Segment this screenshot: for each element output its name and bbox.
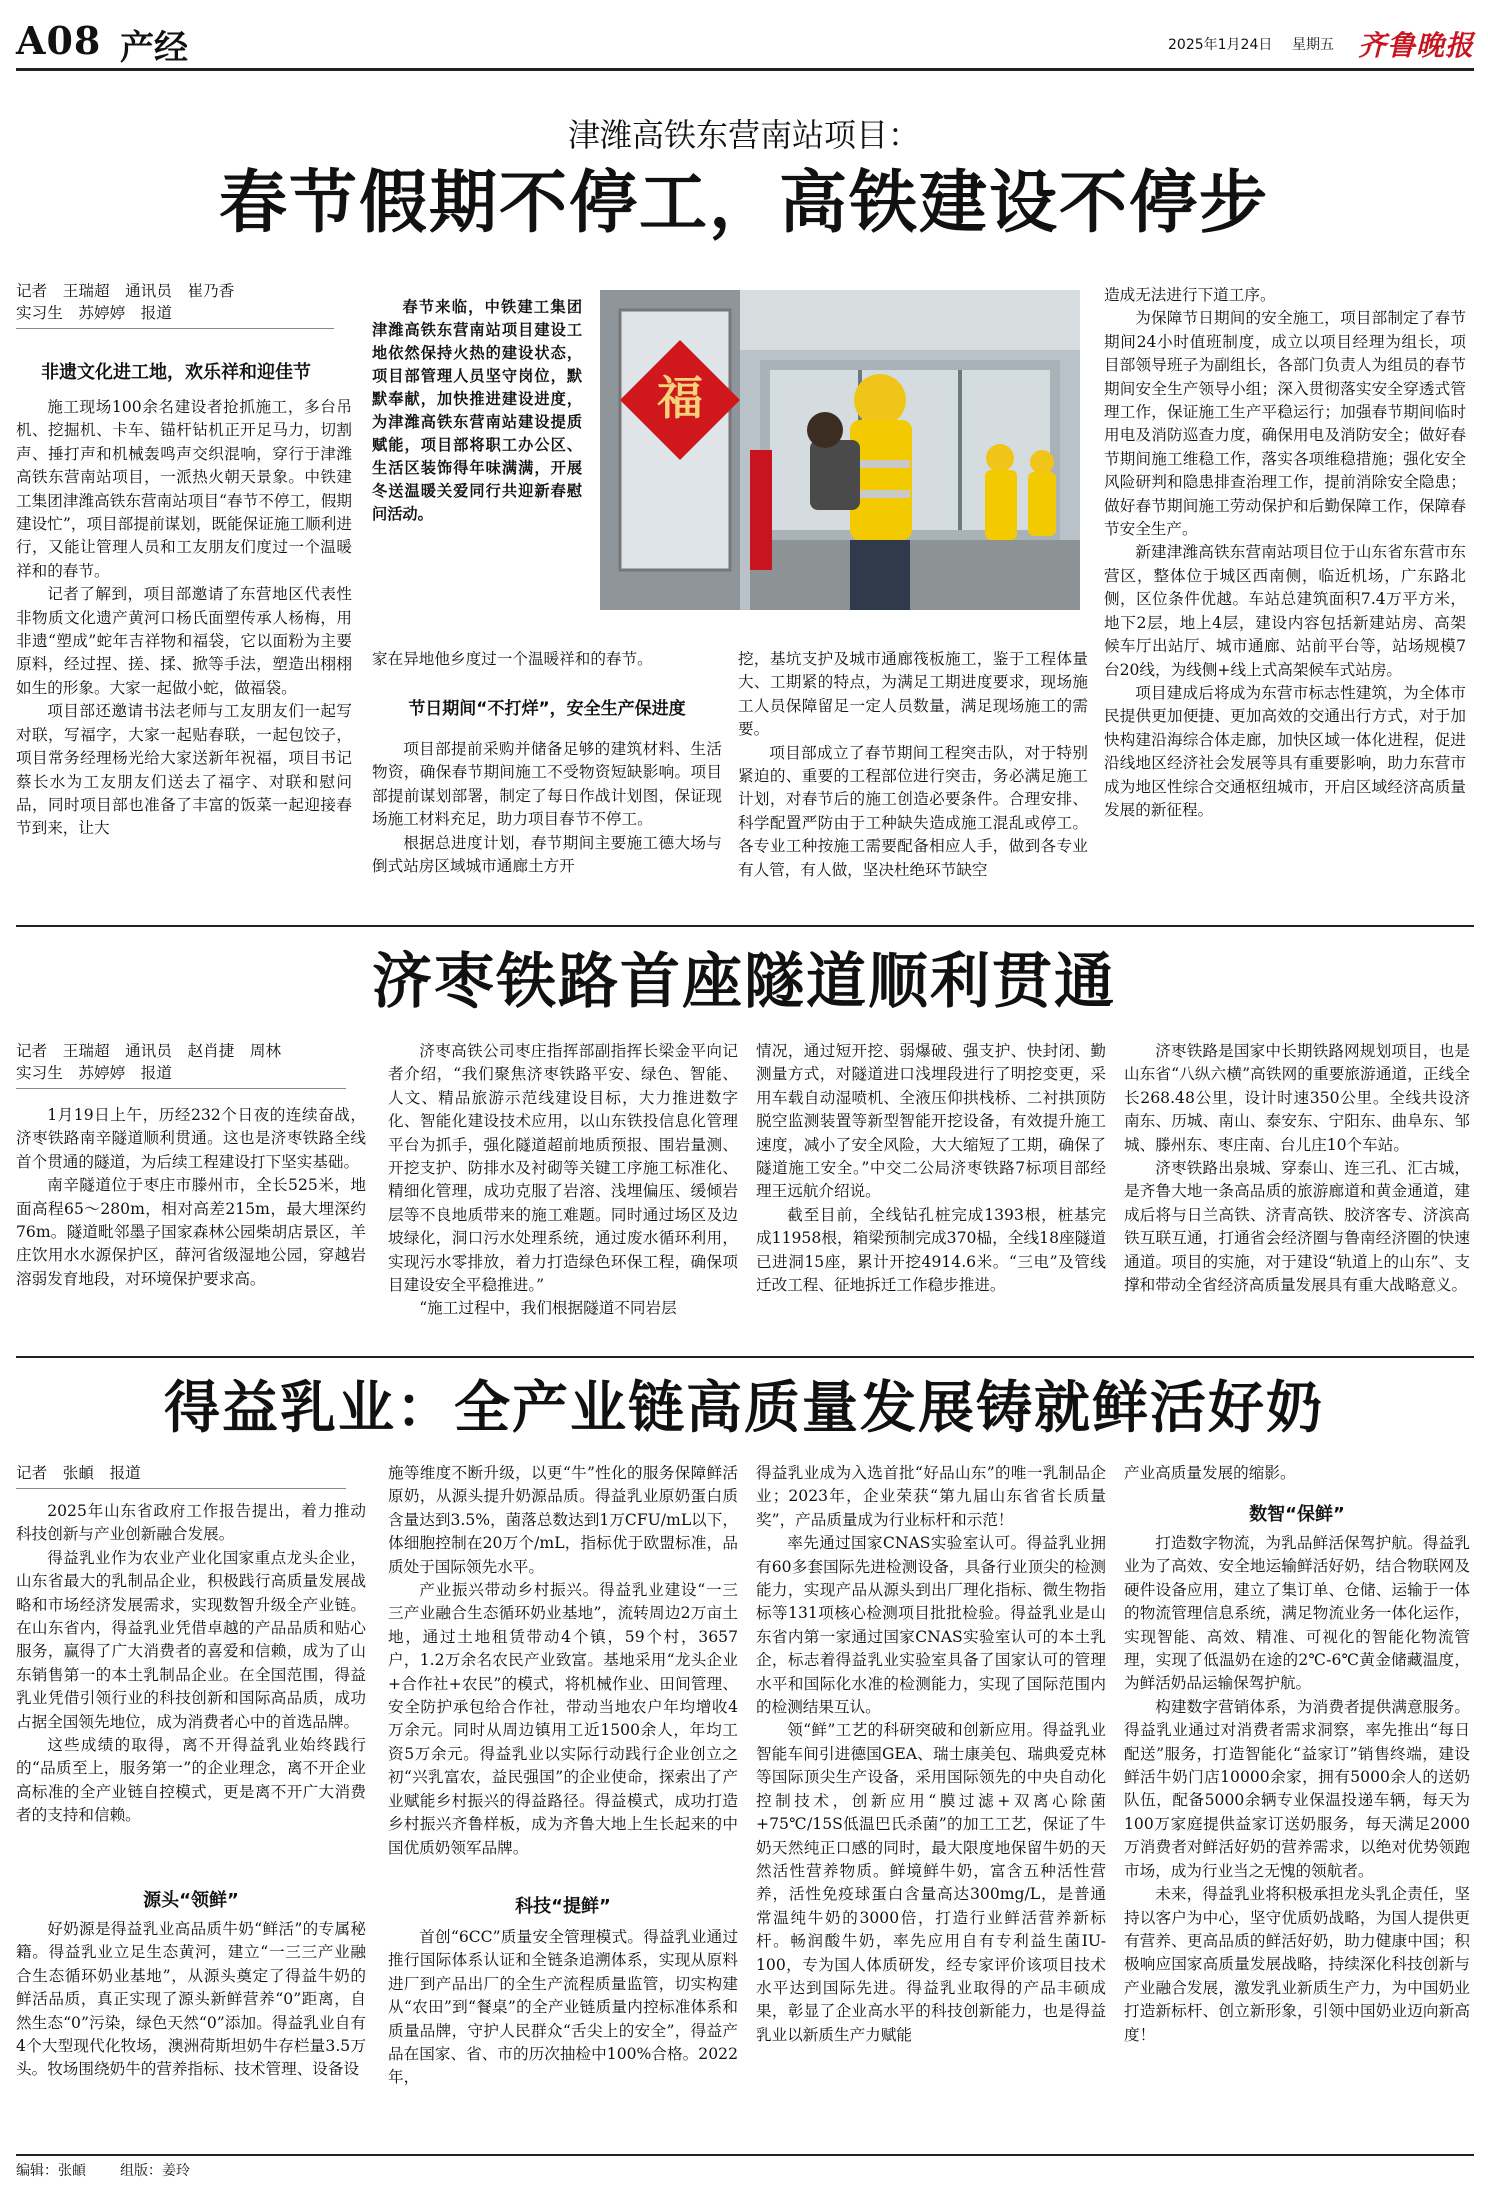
story1-column-2: 项目部提前采购并储备足够的建筑材料、生活物资，确保春节期间施工不受物资短缺影响。项目部提前谋划部署，制定了每日作战计划图，保证现场施工材料充足，助力项目春节不停工。 根据总进度计划，春节期间主要施工德大场与倒式站房区域城市通廊土方开 — [372, 738, 722, 910]
story1-lead: 春节来临，中铁建工集团津潍高铁东营南站项目建设工地依然保持火热的建设状态，项目部管理人员坚守岗位，默默奉献，加快推进建设进度，为津潍高铁东营南站建设提质赋能，项目部将职工办公区、生活区装饰得年味满满，开展冬送温暖关爱同行共迎新春慰问活动。 — [372, 298, 582, 523]
page-number: A08 — [16, 18, 102, 63]
paragraph: 济枣铁路出泉城、穿泰山、连三孔、汇古城，是齐鲁大地一条高品质的旅游廊道和黄金通道，建成后将与日兰高铁、济青高铁、胶济客专、济滨高铁互联互通，打通省会经济圈与鲁南经济圈的快速通道。项目的实施，对于建设“轨道上的山东”、支撑和带动全省经济高质量发展具有重大战略意义。 — [1124, 1159, 1470, 1295]
paragraph: 项目部成立了春节期间工程突击队，对于特别紧迫的、重要的工程部位进行突击，务必满足施工计划，对春节后的施工创造必要条件。合理安排、科学配置严防由于工种缺失造成施工混乱或停工。各专业工种按施工需要配备相应人手，做到各专业有人管，有人做，坚决杜绝环节缺空 — [738, 743, 1088, 879]
story3-byline: 记者 张頔 报道 — [16, 1464, 141, 1482]
footer-layout: 组版：姜玲 — [120, 2163, 190, 2179]
story1-title: 春节假期不停工，高铁建设不停步 — [218, 163, 1269, 243]
paragraph: 截至目前，全线钻孔桩完成1393根，桩基完成11958根，箱梁预制完成370榀，全线18座隧道已进洞15座，累计开挖4914.6米。“三电”及管线迁改工程、征地拆迁工作稳步推进。 — [756, 1205, 1106, 1295]
issue-weekday: 星期五 — [1292, 37, 1334, 53]
paragraph: 构建数字营销体系，为消费者提供满意服务。得益乳业通过对消费者需求洞察，率先推出“每日配送”服务，打造智能化“益家订”销售终端，建设鲜活牛奶门店10000余家，拥有5000余人的送奶队伍，配备5000余辆专业保温投递车辆，每天为100万家庭提供益家订送奶服务，每天满足2000万消费者对鲜活好奶的营养需求，以绝对优势领跑市场，成为行业当之无愧的领航者。 — [1124, 1697, 1470, 1880]
story3-subhead-3: 数智“保鲜” — [1249, 1504, 1345, 1525]
paragraph: 未来，得益乳业将积极承担龙头乳企责任，坚持以客户为中心，坚守优质奶战略，为国人提供更有营养、更高品质的鲜活好奶，助力健康中国；积极响应国家高质量发展战略，持续深化科技创新与产业融合发展，激发乳业新质生产力，为中国奶业打造新标杆、创立新形象，引领中国奶业迈向新高度！ — [1124, 1885, 1470, 2044]
footer-rule — [16, 2154, 1474, 2156]
byline-rule — [16, 328, 334, 329]
paragraph: 项目部还邀请书法老师与工友朋友们一起写对联，写福字，大家一起贴春联，一起包饺子，项目常务经理杨光给大家送新年祝福，项目书记蔡长水为工友朋友们送去了福字、对联和慰问品，同时项目部也准备了丰富的饭菜一起迎接春节到来，让大 — [16, 702, 352, 838]
story3-column-1b: 好奶源是得益乳业高品质牛奶“鲜活”的专属秘籍。得益乳业立足生态黄河，建立“一三三产业融合生态循环奶业基地”，从源头奠定了得益牛奶的鲜活品质，真正实现了源头新鲜营养“0”距离，自然生态“0”污染，绿色天然“0”添加。得益乳业自有4个大型现代化牧场，澳洲荷斯坦奶牛存栏量3.5万头。牧场围绕奶牛的营养指标、技术管理、设备设 — [16, 1920, 366, 2079]
story3-column-2: 施等维度不断升级，以更“牛”性化的服务保障鲜活原奶，从源头提升奶源品质。得益乳业原奶蛋白质含量达到3.5%，菌落总数达到1万CFU/mL以下，体细胞控制在20万个/mL，指标优于欧盟标准，品质处于国际领先水平。 产业振兴带动乡村振兴。得益乳业建设“一三三产业融合生态循环奶业基地”，流转周边2万亩土地，通过土地租赁带动4个镇，59个村，3657户，1.2万余名农民产业致富。基地采用“龙头企业+合作社+农民”的模式，将机械作业、田间管理、安全防护承包给合作社，带动当地农户年均增收4万余元。同时从周边镇用工近1500余人，年均工资5万余元。得益乳业以实际行动践行企业创立之初“兴乳富农，益民强国”的企业使命，探索出了产业赋能乡村振兴的得益路径。得益模式，成功打造乡村振兴齐鲁样板，成为齐鲁大地上生长起来的中国优质奶领军品牌。 — [388, 1462, 738, 1884]
story1-bottom-rule — [16, 925, 1474, 927]
story2-title: 济枣铁路首座隧道顺利贯通 — [372, 947, 1116, 1017]
story1-byline: 记者 王瑞超 通讯员 崔乃香 实习生 苏婷婷 报道 — [16, 282, 235, 322]
paragraph: 领“鲜”工艺的科研突破和创新应用。得益乳业智能车间引进德国GEA、瑞士康美包、瑞典爱克林等国际顶尖生产设备，采用国际领先的中央自动化控制技术，创新应用“膜过滤+双离心除菌+75℃/15S低温巴氏杀菌”的加工工艺，保证了牛奶天然纯正口感的同时，最大限度地保留牛奶的天然活性营养物质。鲜境鲜牛奶，富含五种活性营养，活性免疫球蛋白含量高达300mg/L，是普通常温纯牛奶的3000倍，打造行业鲜活营养新标杆。畅润酸牛奶，率先应用自有专利益生菌IU-100，专为国人体质研发，经专家评价该项目技术水平达到国际先进。得益乳业取得的产品丰硕成果，彰显了企业高水平的科技创新能力，也是得益乳业以新质生产力赋能 — [756, 1721, 1106, 2044]
masthead-logo: 齐鲁晚报 — [1358, 29, 1475, 62]
story3-title: 得益乳业：全产业链高质量发展铸就鲜活好奶 — [164, 1375, 1324, 1441]
story2-bottom-rule — [16, 1356, 1474, 1358]
story3-subhead-2: 科技“提鲜” — [515, 1896, 611, 1917]
story3-subhead-1: 源头“领鲜” — [143, 1890, 239, 1911]
paragraph: 根据总进度计划，春节期间主要施工德大场与倒式站房区域城市通廊土方开 — [372, 833, 722, 876]
story2-column-1: 1月19日上午，历经232个日夜的连续奋战，济枣铁路南辛隧道顺利贯通。这也是济枣铁路全线首个贯通的隧道，为后续工程建设打下坚实基础。 南辛隧道位于枣庄市滕州市，全长525米，地面高程65～280m，相对高差215m，最大埋深约76m。隧道毗邻墨子国家森林公园柴胡店景区，羊庄饮用水水源保护区，薛河省级湿地公园，穿越岩溶弱发育地段，对环境保护要求高。 — [16, 1104, 366, 1344]
story1-column-1: 施工现场100余名建设者抢抓施工，多台吊机、挖掘机、卡车、锚杆钻机正开足马力，切割声、捶打声和机械轰鸣声交织混响，穿行于津潍高铁东营南站项目，一派热火朝天景象。中铁建工集团津潍高铁东营南站项目“春节不停工，假期建设忙”，项目部提前谋划，既能保证施工顺利进行，又能让管理人员和工友朋友们度过一个温暖祥和的春节。 记者了解到，项目部邀请了东营地区代表性非物质文化遗产黄河口杨氏面塑传承人杨梅，用非遗“塑成”蛇年吉祥物和福袋，它以面粉为主要原料，经过捏、搓、揉、掀等手法，塑造出栩栩如生的形象。大家一起做小蛇，做福袋。 项目部还邀请书法老师与工友朋友们一起写对联，写福字，大家一起贴春联，一起包饺子，项目常务经理杨光给大家送新年祝福，项目书记蔡长水为工友朋友们送去了福字、对联和慰问品，同时项目部也准备了丰富的饭菜一起迎接春节到来，让大 — [16, 396, 352, 908]
construction-photo — [600, 290, 1080, 610]
story3-column-2b: 首创“6CC”质量安全管理模式。得益乳业通过推行国际体系认证和全链条追溯体系，实现从原料进厂到产品出厂的全生产流程质量监管，切实构建从“农田”到“餐桌”的全产业链质量内控标准体系和质量品牌，守护人民群众“舌尖上的安全”，得益产品在国家、省、市的历次抽检中100%合格。2022年， — [388, 1928, 738, 2087]
paragraph: 记者了解到，项目部邀请了东营地区代表性非物质文化遗产黄河口杨氏面塑传承人杨梅，用非遗“塑成”蛇年吉祥物和福袋，它以面粉为主要原料，经过捏、搓、揉、掀等手法，塑造出栩栩如生的形象。大家一起做小蛇，做福袋。 — [16, 585, 352, 697]
story1-subhead-2: 节日期间“不打烊”，安全生产保进度 — [408, 699, 686, 719]
story3-column-4-top: 产业高质量发展的缩影。 — [1124, 1464, 1296, 1482]
paragraph: 南辛隧道位于枣庄市滕州市，全长525米，地面高程65～280m，相对高差215m，最大埋深约76m。隧道毗邻墨子国家森林公园柴胡店景区，羊庄饮用水水源保护区，薛河省级湿地公园，穿越岩溶弱发育地段，对环境保护要求高。 — [16, 1176, 366, 1288]
paragraph: 得益乳业作为农业产业化国家重点龙头企业，山东省最大的乳制品企业，积极践行高质量发展战略和市场经济发展需求，实现数智升级全产业链。在山东省内，得益乳业凭借卓越的产品品质和贴心服务，赢得了广大消费者的喜爱和信赖，成为了山东销售第一的本土乳制品企业。在全国范围，得益乳业凭借引领行业的科技创新和国际高品质，成功占据全国领先地位，成为消费者心中的首选品牌。 — [16, 1548, 366, 1731]
paragraph: 为保障节日期间的安全施工，项目部制定了春节期间24小时值班制度，成立以项目经理为组长，项目部领导班子为副组长，各部门负责人为组员的春节期间安全生产领导小组；深入贯彻落实安全穿透式管理工作，保证施工生产平稳运行；加强春节期间临时用电及消防巡查力度，确保用电及消防安全；做好春节期间施工维稳工作，落实各项维稳措施；强化安全风险研判和隐患排查治理工作，提前消除安全隐患；做好春节期间施工劳动保护和后勤保障工作，保障春节安全生产。 — [1104, 309, 1466, 539]
paragraph: 项目建成后将成为东营市标志性建筑，为全体市民提供更加便捷、更加高效的交通出行方式，对于加快构建沿海综合体走廊，加快区域一体化进程，促进沿线地区经济社会发展等具有重要影响，助力东营市成为地区性综合交通枢纽城市，开启区域经济高质量发展的新征程。 — [1104, 683, 1466, 819]
paragraph: 新建津潍高铁东营南站项目位于山东省东营市东营区，整体位于城区西南侧，临近机场，广东路北侧，区位条件优越。车站总建筑面积7.4万平方米，地下2层，地上4层，建设内容包括新建站房、高架候车厅出站厅、城市通廊、站前平台等，站场规模7台20线，为线侧+线上式高架候车式站房。 — [1104, 543, 1466, 679]
story3-column-4: 打造数字物流，为乳品鲜活保驾护航。得益乳业为了高效、安全地运输鲜活好奶，结合物联网及硬件设备应用，建立了集订单、仓储、运输于一体的物流管理信息系统，满足物流业务一体化运作，实现智能、高效、精准、可视化的智能化物流管理，实现了低温奶在途的2℃-6℃黄金储藏温度，为鲜活奶品运输保驾护航。 构建数字营销体系，为消费者提供满意服务。得益乳业通过对消费者需求洞察，率先推出“每日配送”服务，打造智能化“益家订”销售终端，建设鲜活牛奶门店10000余家，拥有5000余人的送奶队伍，配备5000余辆专业保温投递车辆，每天为100万家庭提供益家订送奶服务，每天满足2000万消费者对鲜活好奶的营养需求，以绝对优势领跑市场，成为行业当之无愧的领航者。 未来，得益乳业将积极承担龙头乳企责任，坚持以客户为中心，坚守优质奶战略，为国人提供更有营养、更高品质的鲜活好奶，助力健康中国；积极响应国家高质量发展战略，持续深化科技创新与产业融合发展，激发乳业新质生产力，为中国奶业打造新标杆、创立新形象，引领中国奶业迈向新高度！ — [1124, 1532, 1470, 2146]
story1-kicker: 津潍高铁东营南站项目： — [567, 116, 920, 154]
section-name: 产经 — [120, 28, 188, 68]
paragraph: “施工过程中，我们根据隧道不同岩层 — [419, 1299, 677, 1318]
paragraph: 这些成绩的取得，离不开得益乳业始终践行的“品质至上，服务第一”的企业理念，离不开企业高标准的全产业链自控模式，更是离不开广大消费者的支持和信赖。 — [16, 1736, 366, 1825]
story3-column-1: 2025年山东省政府工作报告提出，着力推动科技创新与产业创新融合发展。 得益乳业作为农业产业化国家重点龙头企业，山东省最大的乳制品企业，积极践行高质量发展战略和市场经济发展需求，实现数智升级全产业链。在山东省内，得益乳业凭借卓越的产品品质和贴心服务，赢得了广大消费者的喜爱和信赖，成为了山东销售第一的本土乳制品企业。在全国范围，得益乳业凭借引领行业的科技创新和国际高品质，成功占据全国领先地位，成为消费者心中的首选品牌。 这些成绩的取得，离不开得益乳业始终践行的“品质至上，服务第一”的企业理念，离不开企业高标准的全产业链自控模式，更是离不开广大消费者的支持和信赖。 — [16, 1500, 366, 1874]
header-rule — [16, 68, 1474, 71]
svg-text:福: 福 — [657, 371, 703, 425]
story1-subhead-1: 非遗文化进工地，欢乐祥和迎佳节 — [41, 362, 311, 383]
story2-byline: 记者 王瑞超 通讯员 赵肖捷 周林 实习生 苏婷婷 报道 — [16, 1042, 282, 1082]
byline-rule — [16, 1488, 346, 1489]
story2-column-4: 济枣铁路是国家中长期铁路网规划项目，也是山东省“八纵六横”高铁网的重要旅游通道，正线全长268.48公里，设计时速350公里。全线共设济南东、历城、南山、泰安东、宁阳东、曲阜东、邹城、滕州东、枣庄南、台儿庄10个车站。 济枣铁路出泉城、穿泰山、连三孔、汇古城，是齐鲁大地一条高品质的旅游廊道和黄金通道，建成后将与日兰高铁、济青高铁、胶济客专、济滨高铁互联互通，打通省会经济圈与鲁南经济圈的快速通道。项目的实施，对于建设“轨道上的山东”、支撑和带动全省经济高质量发展具有重大战略意义。 — [1124, 1040, 1470, 1344]
story1-column-4: 造成无法进行下道工序。 为保障节日期间的安全施工，项目部制定了春节期间24小时值班制度，成立以项目经理为组长，项目部领导班子为副组长，各部门负责人为组员的春节期间安全生产领导小组；深入贯彻落实安全穿透式管理工作，保证施工生产平稳运行；加强春节期间临时用电及消防巡查力度，确保用电及消防安全；做好春节期间施工维稳工作，落实各项维稳措施；强化安全风险研判和隐患排查治理工作，提前消除安全隐患；做好春节期间施工劳动保护和后勤保障工作，保障春节安全生产。 新建津潍高铁东营南站项目位于山东省东营市东营区，整体位于城区西南侧，临近机场，广东路北侧，区位条件优越。车站总建筑面积7.4万平方米，地下2层，地上4层，建设内容包括新建站房、高架候车厅出站厅、城市通廊、站前平台等，站场规模7台20线，为线侧+线上式高架候车式站房。 项目建成后将成为东营市标志性建筑，为全体市民提供更加便捷、更加高效的交通出行方式，对于加快构建沿海综合体走廊，加快区域一体化进程，促进沿线地区经济社会发展等具有重要影响，助力东营市成为地区性综合交通枢纽城市，开启区域经济高质量发展的新征程。 — [1104, 284, 1466, 910]
byline-rule — [16, 1088, 346, 1089]
story1-column-2-top: 家在异地他乡度过一个温暖祥和的春节。 — [372, 650, 653, 668]
story2-column-2: 济枣高铁公司枣庄指挥部副指挥长梁金平向记者介绍，“我们聚焦济枣铁路平安、绿色、智能、人文、精品旅游示范线建设目标，大力推进数字化、智能化建设技术应用，以山东铁投信息化管理平台为抓手，强化隧道超前地质预报、围岩量测、开挖支护、防排水及衬砌等关键工序施工标准化、精细化管理，成功克服了岩溶、浅埋偏压、缓倾岩层等不良地质带来的施工难题。同时通过场区及边坡绿化，洞口污水处理系统，通过废水循环利用，实现污水零排放，着力打造绿色环保工程，确保项目建设安全平稳推进。” “施工过程中，我们根据隧道不同岩层 — [388, 1040, 738, 1344]
issue-date: 2025年1月24日 — [1168, 37, 1273, 53]
footer-editor: 编辑：张頔 — [16, 2163, 86, 2179]
story3-column-3: 得益乳业成为入选首批“好品山东”的唯一乳制品企业；2023年，企业荣获“第九届山东省省长质量奖”，产品质量成为行业标杆和示范！ 率先通过国家CNAS实验室认可。得益乳业拥有60多套国际先进检测设备，具备行业顶尖的检测能力，实现产品从源头到出厂理化指标、微生物指标等131项核心检测项目批批检验。得益乳业是山东省内第一家通过国家CNAS实验室认可的本土乳企，标志着得益乳业实验室具备了国家认可的管理水平和国际化水准的检测能力，实现了国际范围内的检测结果互认。 领“鲜”工艺的科研突破和创新应用。得益乳业智能车间引进德国GEA、瑞士康美包、瑞典爱克林等国际顶尖生产设备，采用国际领先的中央自动化控制技术，创新应用“膜过滤+双离心除菌+75℃/15S低温巴氏杀菌”的加工工艺，保证了牛奶天然纯正口感的同时，最大限度地保留牛奶的天然活性营养物质。鲜境鲜牛奶，富含五种活性营养，活性免疫球蛋白含量高达300mg/L，是普通常温纯牛奶的3000倍，打造行业鲜活营养新标杆。畅润酸牛奶，率先应用自有专利益生菌IU-100，专为国人体质研发，经专家评价该项目技术水平达到国际先进。得益乳业取得的产品丰硕成果，彰显了企业高水平的科技创新能力，也是得益乳业以新质生产力赋能 — [756, 1462, 1106, 2146]
story1-column-3: 挖，基坑支护及城市通廊筏板施工，鉴于工程体量大、工期紧的特点，为满足工期进度要求，现场施工人员保障留足一定人员数量，满足现场施工的需要。 项目部成立了春节期间工程突击队，对于特别紧迫的、重要的工程部位进行突击，务必满足施工计划，对春节后的施工创造必要条件。合理安排、科学配置严防由于工种缺失造成施工混乱或停工。各专业工种按施工需要配备相应人手，做到各专业有人管，有人做，坚决杜绝环节缺空 — [738, 648, 1088, 910]
story2-column-3: 情况，通过短开挖、弱爆破、强支护、快封闭、勤测量方式，对隧道进口浅埋段进行了明挖变更，采用车载自动湿喷机、全液压仰拱栈桥、二衬拱顶防脱空监测装置等新型智能开挖设备，有效提升施工速度，减小了安全风险，大大缩短了工期，确保了隧道施工安全。”中交二公局济枣铁路7标项目部经理王远航介绍说。 截至目前，全线钻孔桩完成1393根，桩基完成11958根，箱梁预制完成370榀，全线18座隧道已进洞15座，累计开挖4914.6米。“三电”及管线迁改工程、征地拆迁工作稳步推进。 — [756, 1040, 1106, 1344]
paragraph: 率先通过国家CNAS实验室认可。得益乳业拥有60多套国际先进检测设备，具备行业顶尖的检测能力，实现产品从源头到出厂理化指标、微生物指标等131项核心检测项目批批检验。得益乳业是山东省内第一家通过国家CNAS实验室认可的本土乳企，标志着得益乳业实验室具备了国家认可的管理水平和国际化水准的检测能力，实现了国际范围内的检测结果互认。 — [756, 1534, 1106, 1717]
paragraph: 产业振兴带动乡村振兴。得益乳业建设“一三三产业融合生态循环奶业基地”，流转周边2万亩土地，通过土地租赁带动4个镇，59个村，3657户，1.2万余名农民产业致富。基地采用“龙头企业+合作社+农民”的模式，将机械作业、田间管理、安全防护承包给合作社，带动当地农户年均增收4万余元。同时从周边镇用工近1500余人，年均工资5万余元。得益乳业以实际行动践行企业创立之初“兴乳富农，益民强国”的企业使命，探索出了产业赋能乡村振兴的得益路径。得益模式，成功打造乡村振兴齐鲁样板，成为齐鲁大地上生长起来的中国优质奶领军品牌。 — [388, 1581, 738, 1857]
